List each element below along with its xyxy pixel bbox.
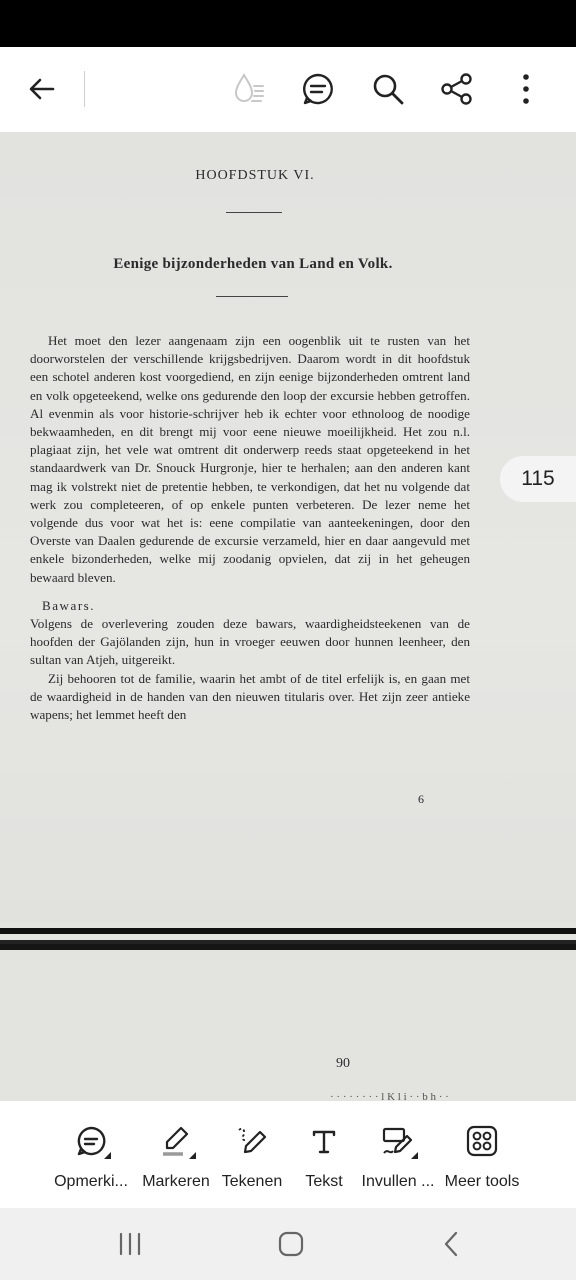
home-icon bbox=[278, 1231, 304, 1257]
toolbar-divider bbox=[84, 71, 85, 107]
highlighter-icon bbox=[159, 1124, 193, 1158]
tool-label: Tekst bbox=[305, 1173, 343, 1190]
section-title: Eenige bijzonderheden van Land en Volk. bbox=[113, 256, 393, 272]
back-icon bbox=[442, 1231, 462, 1257]
paragraph: Volgens de overlevering zouden deze bawars, waardigheidsteekenen van de hoofden der Gajölanden zijn, hun in vroeger eeuwen door hunnen leenheer, den sultan van Atjeh, uitgereikt. bbox=[30, 616, 470, 668]
tool-fill-sign[interactable] bbox=[353, 1121, 443, 1191]
tool-label: Markeren bbox=[142, 1173, 210, 1190]
page-number: 90 bbox=[336, 1056, 350, 1071]
top-app-bar bbox=[0, 47, 576, 132]
home-button[interactable] bbox=[271, 1228, 311, 1260]
dropdown-indicator bbox=[189, 1152, 196, 1159]
comment-icon bbox=[300, 71, 336, 107]
tool-more[interactable] bbox=[437, 1121, 527, 1191]
comments-button[interactable] bbox=[298, 69, 338, 109]
document-viewer[interactable] bbox=[0, 132, 576, 1101]
subheading: Bawars. bbox=[42, 597, 96, 613]
back-button[interactable] bbox=[22, 69, 62, 109]
paragraph: Het moet den lezer aangenaam zijn een oogenblik uit te rusten van het doorworstelen der verschillende krijgsbedrijven. Daarom wordt in dit hoofdstuk een schotel anderen kost voorgediend, en zijn eenige bijzonderheden omtrent land en volk opgeteekend, welke ons gedurende den loop der excursie hebben getroffen. Al evenmin als voor historie-schrijver heb ik echter voor ethnoloog de noodige bekwaamheden, en dit brengt mij voor eene nieuwe moeilijkheid. Het zou n.l. plagiaat zijn, het vele wat omtrent dit onderwerp reeds staat opgeteekend in het standaardwerk van Dr. Snouck Hurgronje, hier te herhalen; aan den anderen kant mag ik volstrekt niet de pretentie hebben, te verkondigen, dat het nu volgende dat werk zou completeeren, of op enkele punten verbeteren. De lezer neme het volgende dus voor wat het is: eene compilatie van aanteekeningen, door den Overste van Daalen gedurende de excursie verzameld, hier en daar aangevuld met enkele bizonderheden, welke mij zoodanig opvielen, dat zij in het geheugen bewaard bleven. bbox=[30, 333, 470, 585]
paragraph: Zij behooren tot de familie, waarin het ambt of de titel erfelijk is, en gaan met de waardigheid in de handen van den nieuwen titularis over. Het zijn zeer antieke wapens; het lemmet heeft den bbox=[30, 670, 470, 723]
tool-label: Opmerki... bbox=[54, 1173, 128, 1190]
search-icon bbox=[371, 72, 405, 106]
recent-apps-button[interactable] bbox=[110, 1228, 150, 1260]
text-icon bbox=[309, 1126, 339, 1156]
comment-icon bbox=[75, 1125, 107, 1157]
tool-label: Tekenen bbox=[221, 1173, 283, 1190]
next-page bbox=[0, 950, 576, 1101]
status-bar bbox=[0, 0, 576, 47]
more-options-button[interactable] bbox=[506, 69, 546, 109]
tool-label: Meer tools bbox=[444, 1173, 520, 1190]
fill-sign-icon bbox=[381, 1124, 415, 1158]
bottom-toolbar bbox=[0, 1101, 576, 1208]
share-icon bbox=[440, 72, 474, 106]
separator-rule bbox=[216, 296, 288, 297]
page-edge bbox=[0, 928, 576, 934]
more-vertical-icon bbox=[516, 72, 536, 106]
draw-pencil-icon bbox=[235, 1124, 269, 1158]
reading-mode-icon bbox=[229, 70, 267, 108]
reading-mode-button[interactable] bbox=[228, 69, 268, 109]
system-nav-bar bbox=[0, 1208, 576, 1280]
recent-apps-icon bbox=[117, 1232, 143, 1256]
more-tools-icon bbox=[466, 1125, 498, 1157]
page-counter-badge[interactable]: 115 bbox=[500, 456, 576, 502]
dropdown-indicator bbox=[411, 1152, 418, 1159]
tool-comment[interactable] bbox=[46, 1121, 136, 1191]
partial-text-line: · · · · · · · · l K l i · · b h · · bbox=[330, 1091, 449, 1101]
system-back-button[interactable] bbox=[432, 1228, 472, 1260]
tool-label: Invullen ... bbox=[361, 1173, 435, 1190]
search-button[interactable] bbox=[368, 69, 408, 109]
dropdown-indicator bbox=[104, 1152, 111, 1159]
back-arrow-icon bbox=[27, 74, 57, 104]
document-page bbox=[0, 132, 576, 922]
chapter-heading: HOOFDSTUK VI. bbox=[195, 168, 315, 183]
separator-rule bbox=[226, 212, 282, 213]
body-text bbox=[30, 332, 470, 724]
share-button[interactable] bbox=[437, 69, 477, 109]
signature-mark: 6 bbox=[418, 792, 424, 806]
